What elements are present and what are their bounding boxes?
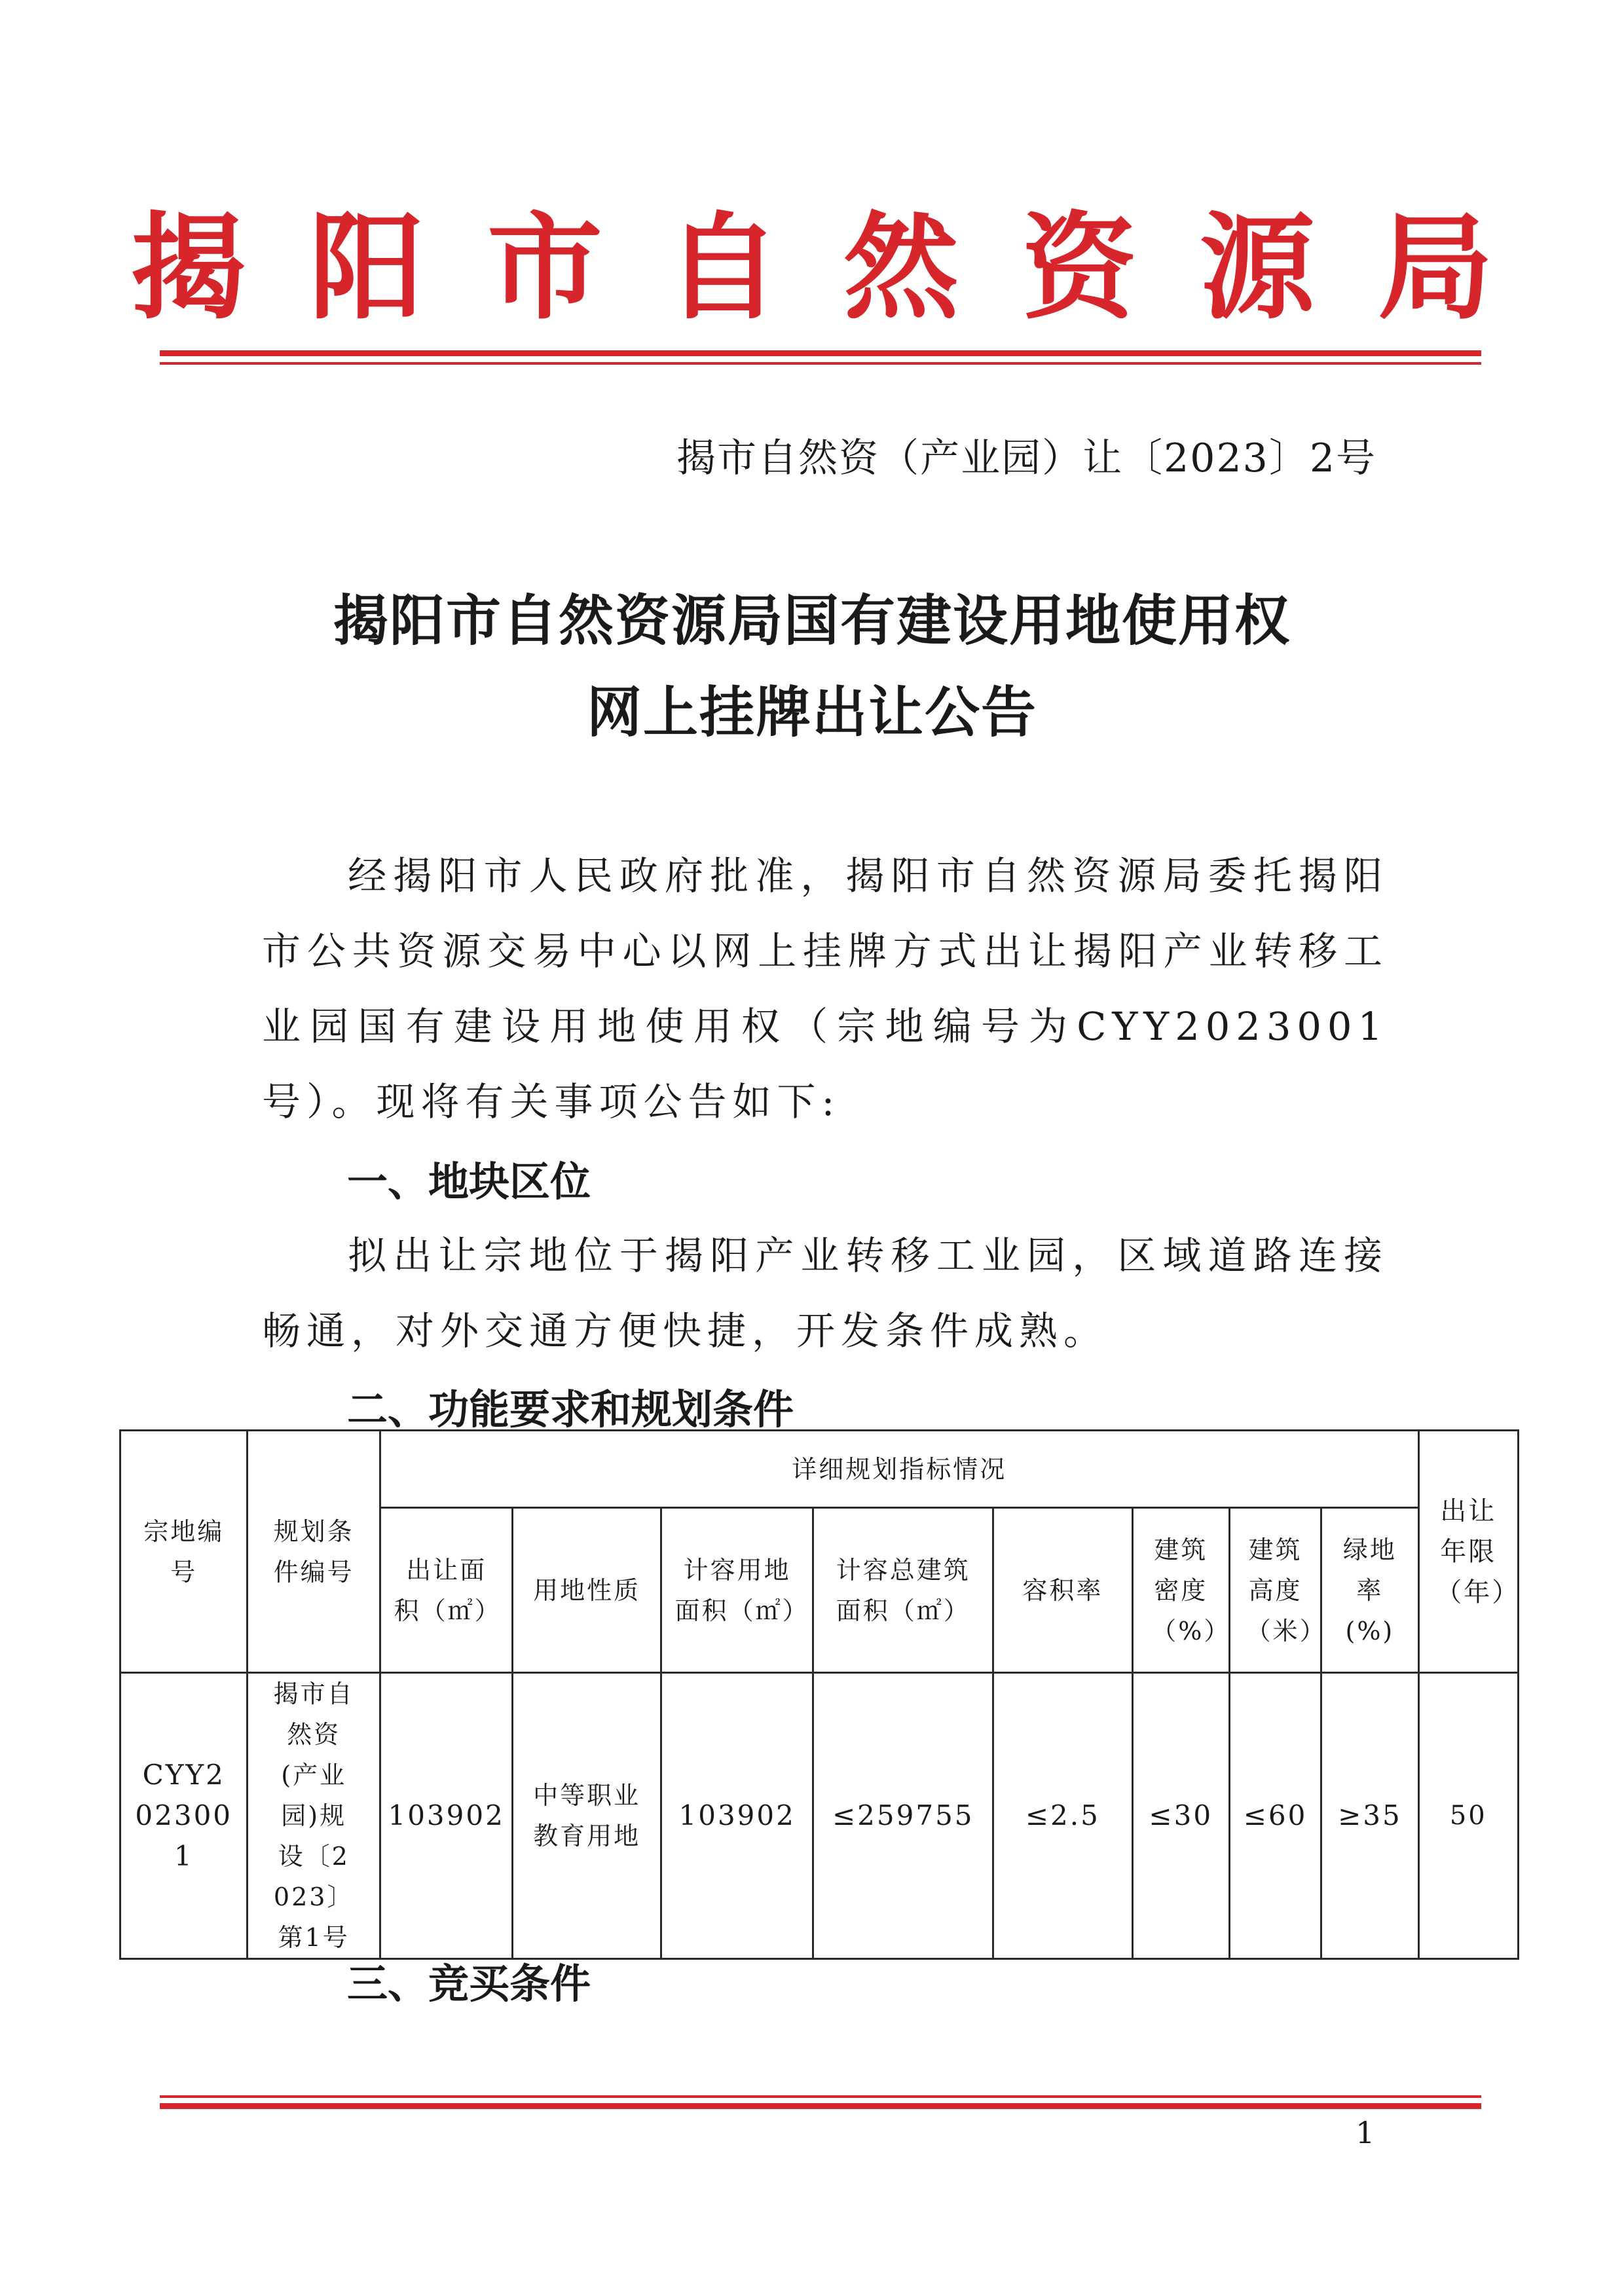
header-area: 出让面积（㎡） — [380, 1508, 512, 1673]
notice-title-line2: 网上挂牌出让公告 — [586, 680, 1037, 744]
cell-floor-area-ratio: ≤2.5 — [993, 1673, 1132, 1959]
footer-rule-thick — [160, 2103, 1481, 2109]
agency-masthead: 揭阳市自然资源局 — [130, 201, 1556, 335]
cell-plan-condition-no: 揭市自然资(产业园)规设〔2023〕第1号 — [248, 1673, 380, 1959]
section1-paragraph — [262, 1218, 1388, 1368]
page-number: 1 — [1356, 2115, 1375, 2150]
header-green-ratio: 绿地率(%) — [1321, 1508, 1418, 1673]
header-land-use: 用地性质 — [513, 1508, 661, 1673]
intro-paragraph — [262, 838, 1388, 1139]
table-row — [120, 1673, 1519, 1959]
intro-text: 经揭阳市人民政府批准，揭阳市自然资源局委托揭阳市公共资源交易中心以网上挂牌方式出让揭阳产业转移工业园国有建设用地使用权（宗地编号为CYY2023001号）。现将有关事项公告如下: — [262, 853, 1388, 1124]
document-number: 揭市自然资（产业园）让〔2023〕2号 — [676, 435, 1376, 481]
footer-rule-thin — [160, 2095, 1481, 2098]
cell-green-ratio: ≥35 — [1321, 1673, 1418, 1959]
header-parcel-no: 宗地编号 — [120, 1431, 248, 1673]
header-planning-indicators: 详细规划指标情况 — [380, 1431, 1418, 1508]
notice-title-line1: 揭阳市自然资源局国有建设用地使用权 — [333, 589, 1291, 653]
header-far-land-area: 计容用地面积（㎡） — [661, 1508, 813, 1673]
header-far-floor-area: 计容总建筑面积（㎡） — [813, 1508, 993, 1673]
planning-conditions-table — [119, 1429, 1519, 1960]
header-building-density: 建筑密度（%） — [1132, 1508, 1229, 1673]
cell-term: 50 — [1418, 1673, 1518, 1959]
cell-area: 103902 — [380, 1673, 512, 1959]
header-building-height: 建筑高度（米） — [1229, 1508, 1321, 1673]
cell-far-land-area: 103902 — [661, 1673, 813, 1959]
header-floor-area-ratio: 容积率 — [993, 1508, 1132, 1673]
header-plan-condition-no: 规划条件编号 — [248, 1431, 380, 1673]
section1-heading: 一、地块区位 — [347, 1158, 591, 1205]
cell-building-density: ≤30 — [1132, 1673, 1229, 1959]
cell-land-use: 中等职业教育用地 — [513, 1673, 661, 1959]
cell-parcel-no: CYY2023001 — [120, 1673, 248, 1959]
section1-text: 拟出让宗地位于揭阳产业转移工业园，区域道路连接畅通，对外交通方便快捷，开发条件成熟。 — [262, 1233, 1388, 1353]
header-rule-thin — [160, 362, 1481, 365]
header-rule-thick — [160, 350, 1481, 356]
cell-far-floor-area: ≤259755 — [813, 1673, 993, 1959]
cell-building-height: ≤60 — [1229, 1673, 1321, 1959]
section3-heading: 三、竞买条件 — [347, 1960, 591, 2008]
section2-heading: 二、功能要求和规划条件 — [347, 1386, 794, 1433]
header-term: 出让年限（年） — [1418, 1431, 1518, 1673]
